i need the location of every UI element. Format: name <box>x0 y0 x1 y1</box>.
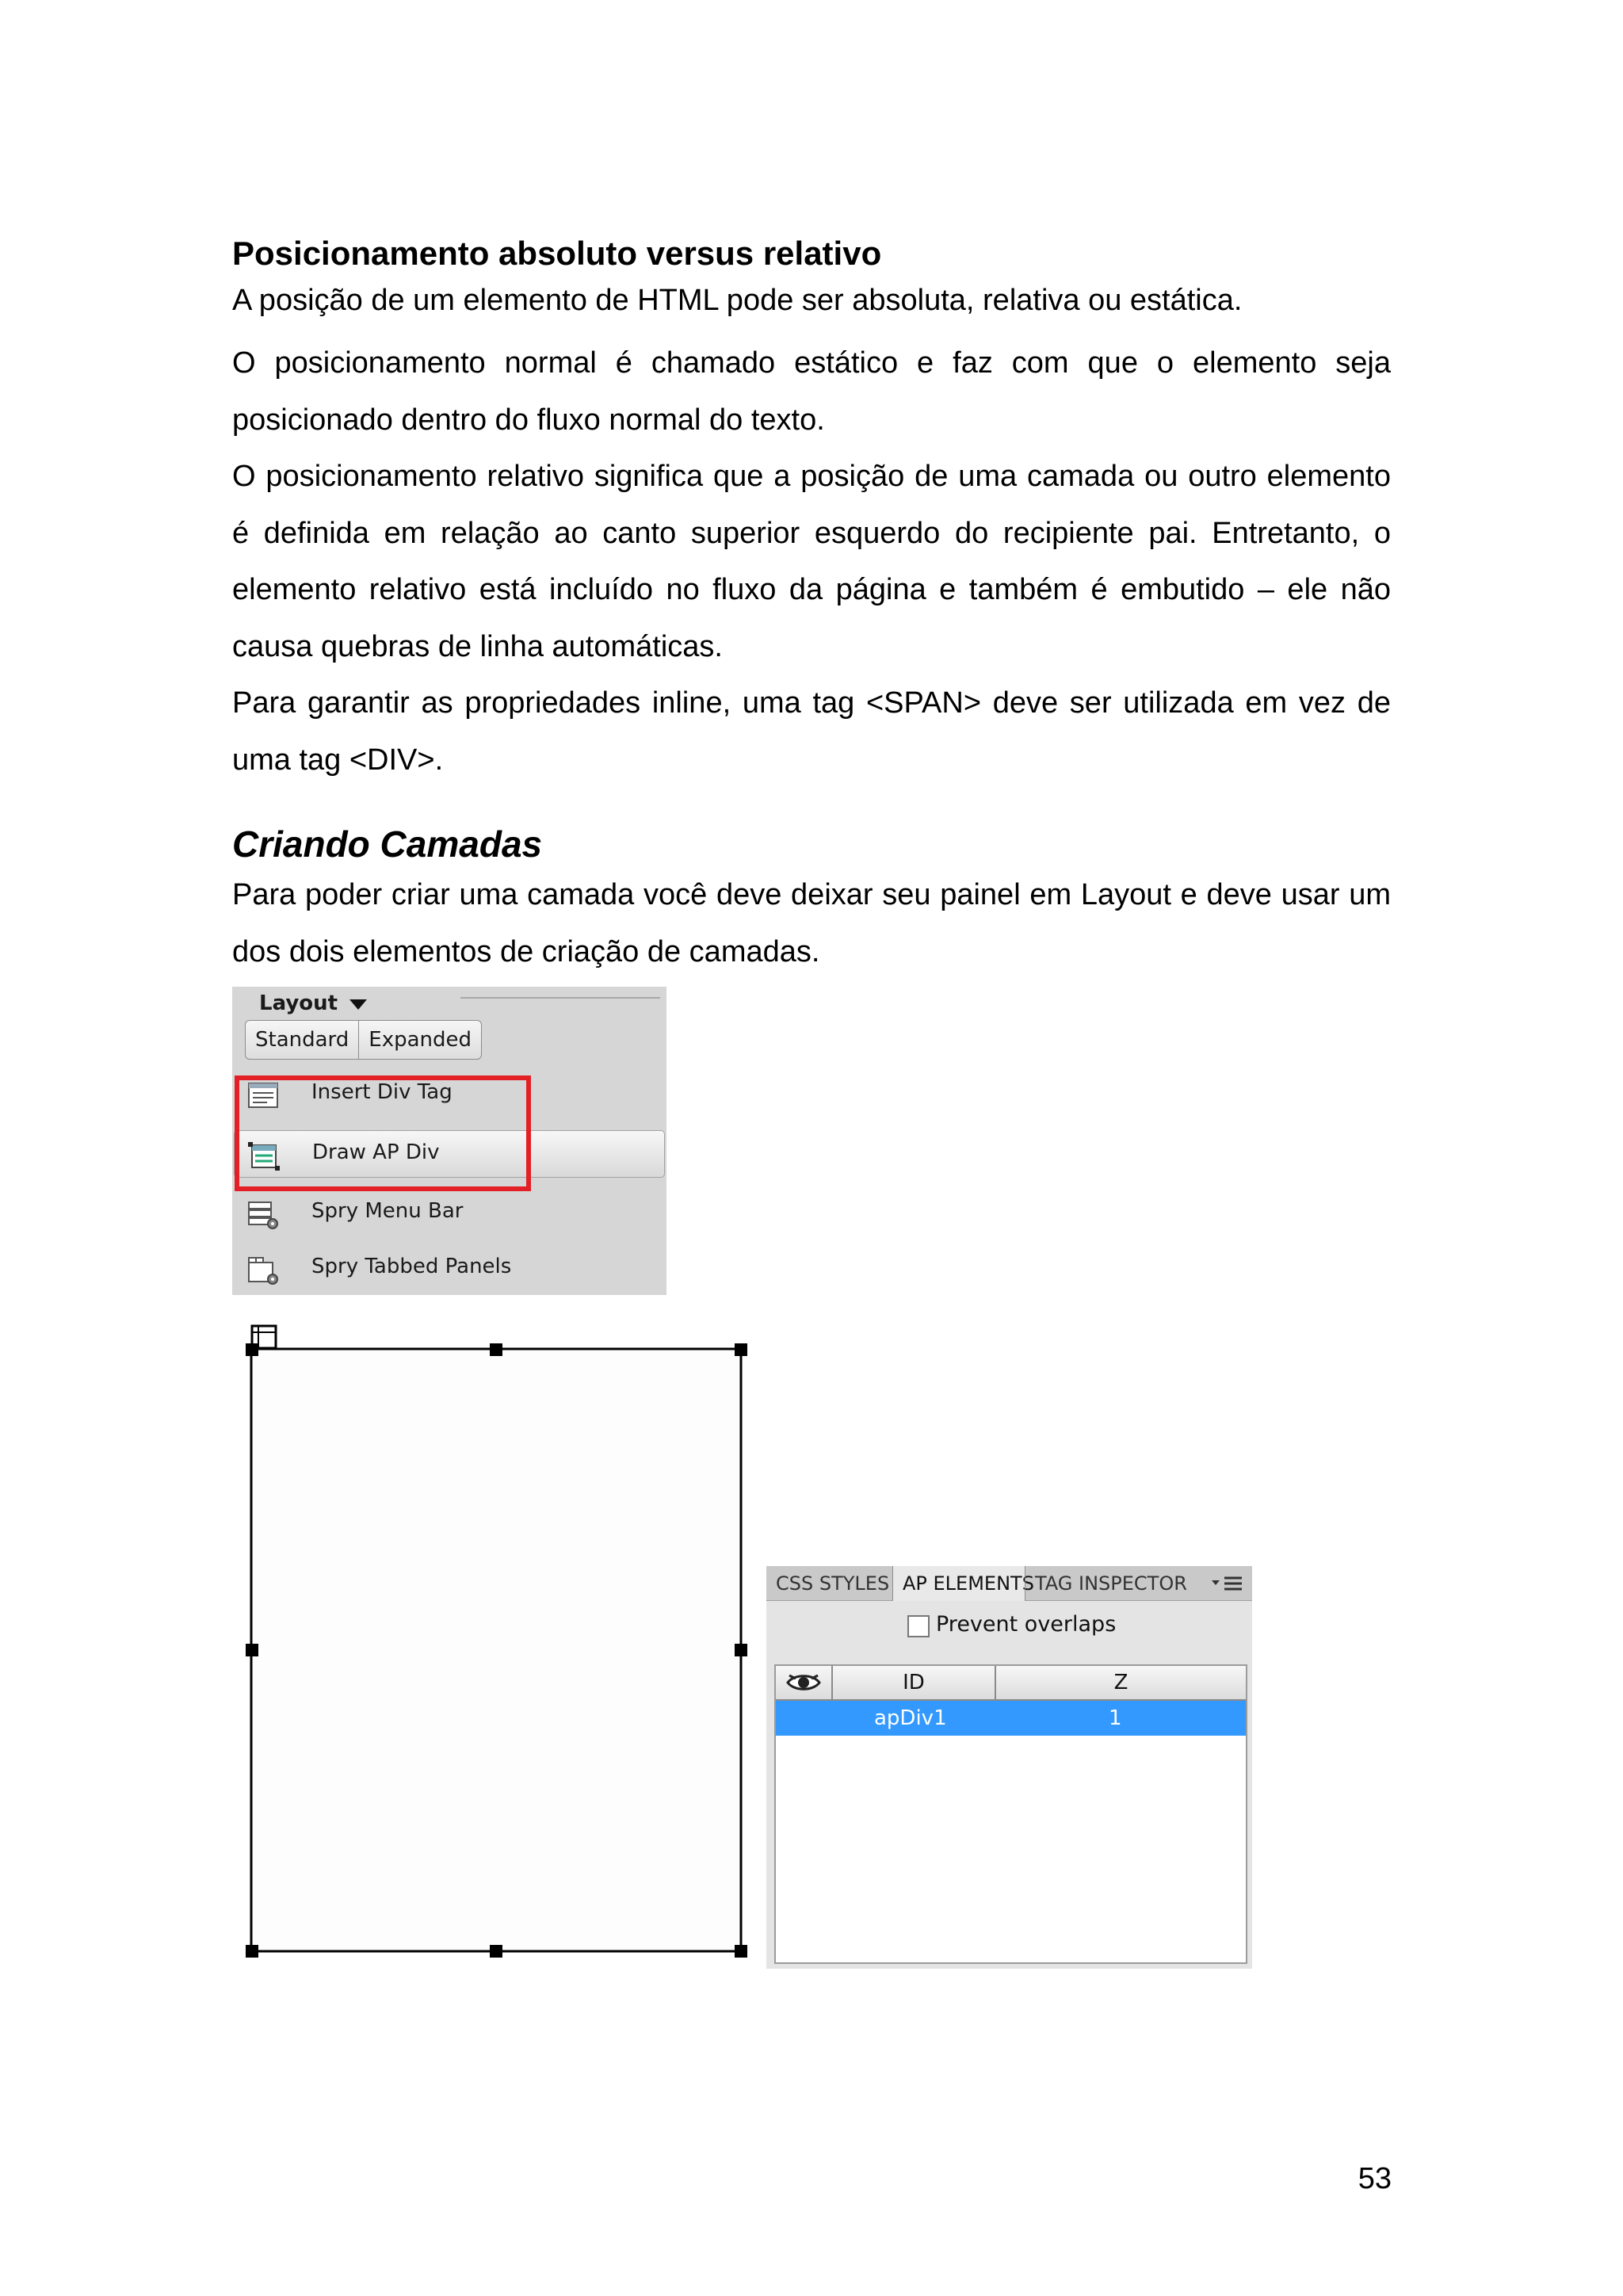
panel-options-menu-icon[interactable] <box>1210 1574 1245 1593</box>
prevent-overlaps-label: Prevent overlaps <box>936 1612 1117 1637</box>
draw-ap-div-label: Draw AP Div <box>312 1140 440 1164</box>
tab-standard[interactable]: Standard <box>245 1020 359 1060</box>
paragraph: O posicionamento normal é chamado estático e faz com que o elemento seja posicionado dentro do fluxo normal do texto. <box>232 346 1391 437</box>
spry-menu-bar-item[interactable] <box>232 1190 666 1237</box>
ap-div-box <box>251 1349 741 1951</box>
panel-tab-bar <box>766 1566 1252 1601</box>
paragraph: Para poder criar uma camada você deve deixar seu painel em Layout e deve usar um dos dois elementos de criação de camadas. <box>232 878 1391 968</box>
tab-tag-inspector[interactable]: TAG INSPECTOR <box>1025 1566 1145 1601</box>
eye-icon <box>786 1672 821 1693</box>
table-header <box>776 1666 1246 1701</box>
divider <box>460 997 660 999</box>
panel-body <box>766 1601 1252 1969</box>
row-id: apDiv1 <box>874 1706 947 1730</box>
section-heading-creating-layers: Criando Camadas <box>232 823 543 865</box>
page-number: 53 <box>1358 2162 1392 2195</box>
table-row[interactable] <box>776 1701 1246 1736</box>
dropdown-arrow-icon[interactable] <box>349 999 367 1010</box>
tab-ap-elements[interactable]: AP ELEMENTS <box>893 1566 1025 1602</box>
section2-body <box>232 867 1391 980</box>
section-heading-positioning: Posicionamento absoluto versus relativo <box>232 235 882 272</box>
section1-body <box>232 279 1391 789</box>
layout-mode-tabs <box>245 1020 482 1060</box>
id-column-header[interactable]: ID <box>833 1666 996 1699</box>
spry-tabbed-panels-icon <box>246 1255 280 1286</box>
tab-css-styles[interactable]: CSS STYLES <box>766 1566 893 1601</box>
paragraph: O posicionamento relativo significa que a posição de uma camada ou outro elemento é definida em relação ao canto superior esquerdo do recipiente pai. Entretanto, o elemento relativo está incluído no fluxo da página e também é embutido – ele não causa quebras de linha automáticas. <box>232 460 1391 663</box>
highlight-box <box>235 1075 531 1191</box>
spry-tabbed-panels-label: Spry Tabbed Panels <box>311 1255 512 1278</box>
paragraph: Para garantir as propriedades inline, uma tag <SPAN> deve ser utilizada em vez de uma tag <DIV>. <box>232 686 1391 777</box>
ap-div-drawing[interactable] <box>238 1320 753 1969</box>
visibility-column-header[interactable] <box>776 1666 833 1699</box>
prevent-overlaps-checkbox[interactable] <box>907 1615 930 1637</box>
spry-menu-bar-label: Spry Menu Bar <box>311 1199 464 1223</box>
tab-expanded[interactable]: Expanded <box>359 1020 482 1060</box>
spry-tabbed-panels-item[interactable] <box>232 1245 666 1293</box>
z-column-header[interactable]: Z <box>1113 1671 1128 1694</box>
paragraph: A posição de um elemento de HTML pode ser absoluta, relativa ou estática. <box>232 284 1243 317</box>
ap-elements-table <box>774 1664 1247 1964</box>
row-z-index: 1 <box>1109 1706 1122 1730</box>
ap-elements-panel <box>766 1566 1252 1969</box>
layout-panel-title[interactable]: Layout <box>259 991 338 1015</box>
spry-menu-bar-icon <box>246 1199 280 1231</box>
insert-div-tag-label: Insert Div Tag <box>311 1080 453 1104</box>
